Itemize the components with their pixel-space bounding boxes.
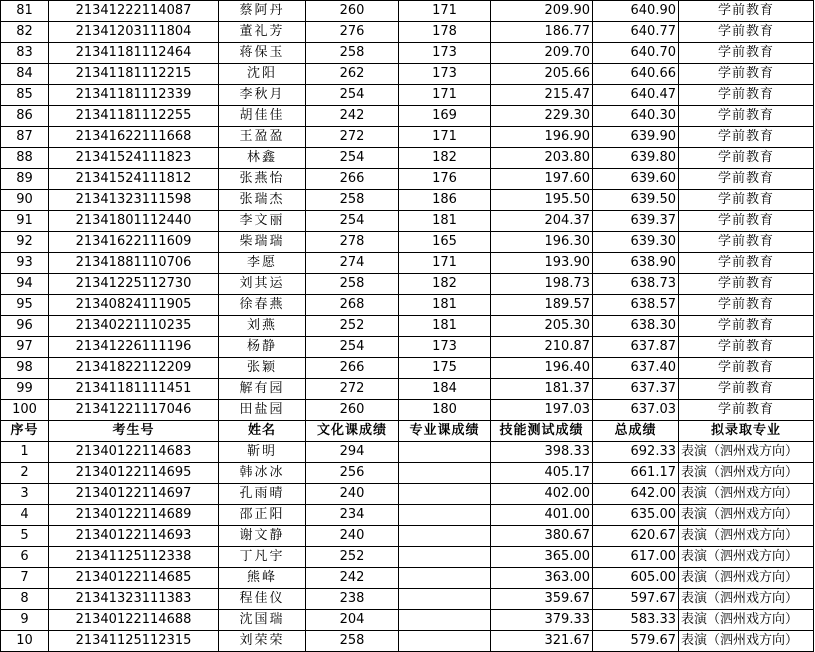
culture-score: 258: [306, 43, 399, 64]
admitted-major: 学前教育: [679, 337, 814, 358]
admitted-major: 学前教育: [679, 190, 814, 211]
admitted-major: 表演（泗州戏方向）: [679, 505, 814, 526]
major-score: 165: [399, 232, 491, 253]
admitted-major: 表演（泗州戏方向）: [679, 568, 814, 589]
skill-test-score: 195.50: [491, 190, 593, 211]
culture-score: 252: [306, 547, 399, 568]
table-row: [1, 106, 814, 127]
culture-score: 258: [306, 190, 399, 211]
total-score: 635.00: [593, 505, 679, 526]
admitted-major: 表演（泗州戏方向）: [679, 631, 814, 652]
exam-number: 21340122114693: [49, 526, 219, 547]
header-admitted-major: 拟录取专业: [679, 421, 814, 442]
exam-number: 21341225112730: [49, 274, 219, 295]
table-row: [1, 442, 814, 463]
table-header-row: [1, 421, 814, 442]
table-row: [1, 505, 814, 526]
admitted-major: 表演（泗州戏方向）: [679, 547, 814, 568]
table-row: [1, 463, 814, 484]
row-index: 83: [1, 43, 49, 64]
row-index: 86: [1, 106, 49, 127]
student-name: 王盈盈: [219, 127, 306, 148]
culture-score: 240: [306, 484, 399, 505]
table-row: [1, 610, 814, 631]
major-score: 181: [399, 316, 491, 337]
table-row: [1, 484, 814, 505]
admitted-major: 学前教育: [679, 148, 814, 169]
admitted-major: 表演（泗州戏方向）: [679, 442, 814, 463]
total-score: 639.80: [593, 148, 679, 169]
skill-test-score: 205.66: [491, 64, 593, 85]
total-score: 638.73: [593, 274, 679, 295]
exam-number: 21341226111196: [49, 337, 219, 358]
admitted-major: 学前教育: [679, 295, 814, 316]
culture-score: 254: [306, 337, 399, 358]
student-name: 邵正阳: [219, 505, 306, 526]
student-name: 程佳仪: [219, 589, 306, 610]
major-score: 182: [399, 148, 491, 169]
exam-number: 21340122114695: [49, 463, 219, 484]
skill-test-score: 189.57: [491, 295, 593, 316]
culture-score: 258: [306, 631, 399, 652]
culture-score: 266: [306, 358, 399, 379]
major-score: 181: [399, 211, 491, 232]
major-score: 171: [399, 85, 491, 106]
total-score: 638.90: [593, 253, 679, 274]
student-name: 谢文静: [219, 526, 306, 547]
culture-score: 274: [306, 253, 399, 274]
total-score: 639.50: [593, 190, 679, 211]
skill-test-score: 203.80: [491, 148, 593, 169]
row-index: 93: [1, 253, 49, 274]
admitted-major: 学前教育: [679, 64, 814, 85]
exam-number: 21341822112209: [49, 358, 219, 379]
skill-test-score: 401.00: [491, 505, 593, 526]
major-score: [399, 589, 491, 610]
admitted-major: 学前教育: [679, 232, 814, 253]
admitted-major: 表演（泗州戏方向）: [679, 526, 814, 547]
student-name: 张颖: [219, 358, 306, 379]
skill-test-score: 204.37: [491, 211, 593, 232]
total-score: 637.37: [593, 379, 679, 400]
row-index: 98: [1, 358, 49, 379]
major-score: 180: [399, 400, 491, 421]
skill-test-score: 398.33: [491, 442, 593, 463]
culture-score: 276: [306, 22, 399, 43]
row-index: 6: [1, 547, 49, 568]
admitted-major: 学前教育: [679, 274, 814, 295]
major-score: 171: [399, 1, 491, 22]
major-score: 173: [399, 43, 491, 64]
skill-test-score: 186.77: [491, 22, 593, 43]
exam-number: 21341323111383: [49, 589, 219, 610]
total-score: 638.57: [593, 295, 679, 316]
student-name: 蔡阿丹: [219, 1, 306, 22]
exam-number: 21341222114087: [49, 1, 219, 22]
table-row: [1, 127, 814, 148]
admitted-major: 表演（泗州戏方向）: [679, 484, 814, 505]
table-row: [1, 358, 814, 379]
student-name: 解有园: [219, 379, 306, 400]
total-score: 640.66: [593, 64, 679, 85]
culture-score: 272: [306, 379, 399, 400]
exam-number: 21340122114697: [49, 484, 219, 505]
student-name: 刘燕: [219, 316, 306, 337]
admitted-major: 学前教育: [679, 253, 814, 274]
table-row: [1, 589, 814, 610]
table-row: [1, 547, 814, 568]
row-index: 81: [1, 1, 49, 22]
culture-score: 256: [306, 463, 399, 484]
exam-number: 21341125112338: [49, 547, 219, 568]
major-score: [399, 442, 491, 463]
culture-score: 238: [306, 589, 399, 610]
major-score: [399, 568, 491, 589]
exam-number: 21341181111451: [49, 379, 219, 400]
table-row: [1, 22, 814, 43]
student-name: 杨静: [219, 337, 306, 358]
student-name: 张瑞杰: [219, 190, 306, 211]
major-score: [399, 631, 491, 652]
total-score: 638.30: [593, 316, 679, 337]
admitted-major: 学前教育: [679, 211, 814, 232]
admitted-major: 学前教育: [679, 106, 814, 127]
table-row: [1, 211, 814, 232]
row-index: 2: [1, 463, 49, 484]
exam-number: 21340824111905: [49, 295, 219, 316]
skill-test-score: 215.47: [491, 85, 593, 106]
exam-number: 21341181112464: [49, 43, 219, 64]
student-name: 蒋保玉: [219, 43, 306, 64]
skill-test-score: 380.67: [491, 526, 593, 547]
culture-score: 252: [306, 316, 399, 337]
culture-score: 240: [306, 526, 399, 547]
header-row-index: 序号: [1, 421, 49, 442]
major-score: 173: [399, 64, 491, 85]
skill-test-score: 402.00: [491, 484, 593, 505]
major-score: [399, 610, 491, 631]
student-name: 丁凡宇: [219, 547, 306, 568]
admitted-major: 学前教育: [679, 1, 814, 22]
row-index: 85: [1, 85, 49, 106]
row-index: 96: [1, 316, 49, 337]
row-index: 94: [1, 274, 49, 295]
major-score: 171: [399, 127, 491, 148]
student-name: 韩冰冰: [219, 463, 306, 484]
exam-number: 21340122114688: [49, 610, 219, 631]
major-score: 186: [399, 190, 491, 211]
major-score: 169: [399, 106, 491, 127]
exam-number: 21341524111823: [49, 148, 219, 169]
total-score: 620.67: [593, 526, 679, 547]
major-score: [399, 505, 491, 526]
table-row: [1, 526, 814, 547]
student-name: 董礼芳: [219, 22, 306, 43]
total-score: 642.00: [593, 484, 679, 505]
culture-score: 260: [306, 400, 399, 421]
admitted-major: 表演（泗州戏方向）: [679, 610, 814, 631]
table-row: [1, 568, 814, 589]
header-student-name: 姓名: [219, 421, 306, 442]
skill-test-score: 196.90: [491, 127, 593, 148]
skill-test-score: 321.67: [491, 631, 593, 652]
exam-number: 21340122114683: [49, 442, 219, 463]
total-score: 639.30: [593, 232, 679, 253]
row-index: 90: [1, 190, 49, 211]
skill-test-score: 181.37: [491, 379, 593, 400]
student-name: 胡佳佳: [219, 106, 306, 127]
total-score: 640.77: [593, 22, 679, 43]
table-row: [1, 43, 814, 64]
exam-number: 21341181112215: [49, 64, 219, 85]
culture-score: 278: [306, 232, 399, 253]
total-score: 640.90: [593, 1, 679, 22]
exam-number: 21340122114689: [49, 505, 219, 526]
admitted-major: 学前教育: [679, 43, 814, 64]
major-score: [399, 484, 491, 505]
skill-test-score: 359.67: [491, 589, 593, 610]
row-index: 89: [1, 169, 49, 190]
exam-number: 21341181112255: [49, 106, 219, 127]
exam-number: 21341203111804: [49, 22, 219, 43]
student-name: 李愿: [219, 253, 306, 274]
major-score: 181: [399, 295, 491, 316]
row-index: 87: [1, 127, 49, 148]
culture-score: 262: [306, 64, 399, 85]
table-row: [1, 190, 814, 211]
row-index: 1: [1, 442, 49, 463]
total-score: 605.00: [593, 568, 679, 589]
culture-score: 254: [306, 85, 399, 106]
culture-score: 260: [306, 1, 399, 22]
skill-test-score: 196.40: [491, 358, 593, 379]
table-row: [1, 64, 814, 85]
exam-number: 21341524111812: [49, 169, 219, 190]
skill-test-score: 197.03: [491, 400, 593, 421]
table-row: [1, 1, 814, 22]
skill-test-score: 205.30: [491, 316, 593, 337]
major-score: 184: [399, 379, 491, 400]
row-index: 92: [1, 232, 49, 253]
row-index: 5: [1, 526, 49, 547]
culture-score: 272: [306, 127, 399, 148]
header-culture-score: 文化课成绩: [306, 421, 399, 442]
admitted-major: 学前教育: [679, 85, 814, 106]
table-row: [1, 295, 814, 316]
skill-test-score: 229.30: [491, 106, 593, 127]
student-name: 李秋月: [219, 85, 306, 106]
student-name: 李文丽: [219, 211, 306, 232]
row-index: 95: [1, 295, 49, 316]
row-index: 84: [1, 64, 49, 85]
total-score: 661.17: [593, 463, 679, 484]
total-score: 637.87: [593, 337, 679, 358]
row-index: 82: [1, 22, 49, 43]
skill-test-score: 365.00: [491, 547, 593, 568]
exam-number: 21341323111598: [49, 190, 219, 211]
total-score: 640.70: [593, 43, 679, 64]
table-row: [1, 148, 814, 169]
major-score: 173: [399, 337, 491, 358]
table-row: [1, 169, 814, 190]
table-row: [1, 274, 814, 295]
admitted-major: 表演（泗州戏方向）: [679, 589, 814, 610]
row-index: 9: [1, 610, 49, 631]
student-name: 刘其运: [219, 274, 306, 295]
total-score: 597.67: [593, 589, 679, 610]
skill-test-score: 198.73: [491, 274, 593, 295]
table-row: [1, 631, 814, 652]
exam-number: 21341181112339: [49, 85, 219, 106]
skill-test-score: 363.00: [491, 568, 593, 589]
skill-test-score: 197.60: [491, 169, 593, 190]
skill-test-score: 210.87: [491, 337, 593, 358]
table-row: [1, 85, 814, 106]
exam-number: 21341622111668: [49, 127, 219, 148]
skill-test-score: 193.90: [491, 253, 593, 274]
total-score: 583.33: [593, 610, 679, 631]
row-index: 3: [1, 484, 49, 505]
total-score: 639.60: [593, 169, 679, 190]
student-name: 张燕怡: [219, 169, 306, 190]
exam-number: 21341622111609: [49, 232, 219, 253]
major-score: [399, 547, 491, 568]
major-score: 178: [399, 22, 491, 43]
student-name: 田盐园: [219, 400, 306, 421]
culture-score: 254: [306, 211, 399, 232]
major-score: 175: [399, 358, 491, 379]
skill-test-score: 405.17: [491, 463, 593, 484]
exam-number: 21341221117046: [49, 400, 219, 421]
admitted-major: 学前教育: [679, 22, 814, 43]
culture-score: 258: [306, 274, 399, 295]
total-score: 637.03: [593, 400, 679, 421]
culture-score: 242: [306, 568, 399, 589]
row-index: 99: [1, 379, 49, 400]
exam-number: 21340221110235: [49, 316, 219, 337]
total-score: 637.40: [593, 358, 679, 379]
skill-test-score: 209.70: [491, 43, 593, 64]
total-score: 639.90: [593, 127, 679, 148]
student-name: 林鑫: [219, 148, 306, 169]
header-exam-number: 考生号: [49, 421, 219, 442]
admitted-major: 学前教育: [679, 169, 814, 190]
admitted-major: 表演（泗州戏方向）: [679, 463, 814, 484]
student-name: 刘荣荣: [219, 631, 306, 652]
culture-score: 242: [306, 106, 399, 127]
table-row: [1, 400, 814, 421]
student-name: 沈国瑞: [219, 610, 306, 631]
culture-score: 268: [306, 295, 399, 316]
culture-score: 234: [306, 505, 399, 526]
total-score: 617.00: [593, 547, 679, 568]
table-row: [1, 379, 814, 400]
row-index: 8: [1, 589, 49, 610]
row-index: 91: [1, 211, 49, 232]
admitted-major: 学前教育: [679, 358, 814, 379]
skill-test-score: 196.30: [491, 232, 593, 253]
skill-test-score: 379.33: [491, 610, 593, 631]
culture-score: 204: [306, 610, 399, 631]
total-score: 692.33: [593, 442, 679, 463]
skill-test-score: 209.90: [491, 1, 593, 22]
culture-score: 254: [306, 148, 399, 169]
major-score: 176: [399, 169, 491, 190]
student-name: 孔雨晴: [219, 484, 306, 505]
admitted-major: 学前教育: [679, 379, 814, 400]
exam-number: 21341881110706: [49, 253, 219, 274]
admitted-major: 学前教育: [679, 127, 814, 148]
culture-score: 266: [306, 169, 399, 190]
major-score: [399, 526, 491, 547]
exam-number: 21341801112440: [49, 211, 219, 232]
culture-score: 294: [306, 442, 399, 463]
row-index: 10: [1, 631, 49, 652]
student-name: 沈阳: [219, 64, 306, 85]
major-score: 171: [399, 253, 491, 274]
admitted-major: 学前教育: [679, 400, 814, 421]
row-index: 88: [1, 148, 49, 169]
table-row: [1, 337, 814, 358]
row-index: 100: [1, 400, 49, 421]
row-index: 4: [1, 505, 49, 526]
admitted-major: 学前教育: [679, 316, 814, 337]
student-name: 靳明: [219, 442, 306, 463]
header-total-score: 总成绩: [593, 421, 679, 442]
exam-number: 21340122114685: [49, 568, 219, 589]
student-name: 柴瑞瑞: [219, 232, 306, 253]
total-score: 579.67: [593, 631, 679, 652]
student-name: 徐春燕: [219, 295, 306, 316]
major-score: [399, 463, 491, 484]
header-major-score: 专业课成绩: [399, 421, 491, 442]
table-row: [1, 253, 814, 274]
student-name: 熊峰: [219, 568, 306, 589]
exam-number: 21341125112315: [49, 631, 219, 652]
total-score: 640.30: [593, 106, 679, 127]
major-score: 182: [399, 274, 491, 295]
table-row: [1, 232, 814, 253]
row-index: 97: [1, 337, 49, 358]
row-index: 7: [1, 568, 49, 589]
header-skill-test-score: 技能测试成绩: [491, 421, 593, 442]
total-score: 639.37: [593, 211, 679, 232]
total-score: 640.47: [593, 85, 679, 106]
table-row: [1, 316, 814, 337]
